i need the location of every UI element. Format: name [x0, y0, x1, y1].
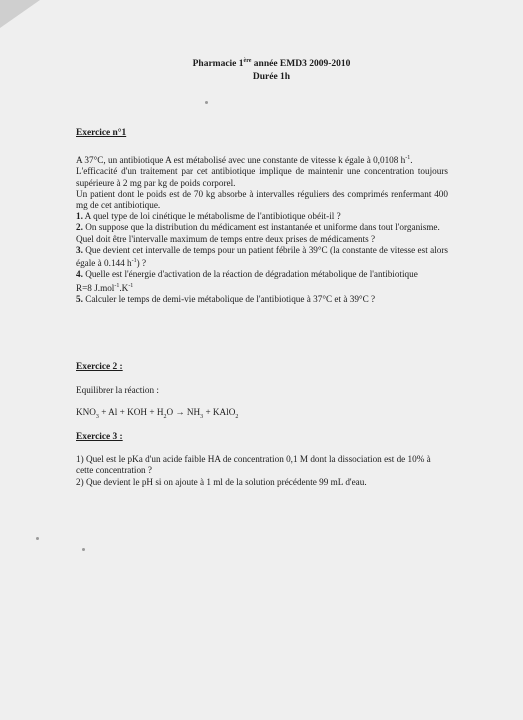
exercise-1-title: Exercice n°1 [76, 128, 127, 138]
exam-duration: Durée 1h [252, 72, 291, 83]
question-1-4: 4. Quelle est l'énergie d'activation de la réaction de dégradation métabolique de l'antibiotique [76, 269, 418, 280]
folded-corner [0, 0, 40, 28]
question-3-2: 2) Que devient le pH si on ajoute à 1 ml de la solution précédente 99 mL d'eau. [76, 476, 367, 487]
exercise-2 [76, 362, 448, 423]
gas-constant: R=8 $J.mol^{-1}.K^{-1}$ [76, 282, 134, 293]
question-1-2b: Quel doit être l'intervalle maximum de temps entre deux prises de médicaments ? [76, 233, 376, 244]
exercise-2-title: Exercice 2 : [76, 362, 123, 372]
question-1-5: 5. Calculer le temps de demi-vie métabolique de l'antibiotique à 37°C et à 39°C ? [76, 293, 376, 304]
exercise-1-efficacy: L'efficacité d'un traitement par cet antibiotique implique de maintenir une concentration toujours supérieure à 2 mg par kg de poids corporel. [76, 166, 448, 188]
paper-speck [36, 537, 39, 540]
exercise-1-statement: A 37°C, un antibiotique A est métabolisé avec une constante de vitesse k égale à 0,0108 $h^{-1}$. [76, 155, 413, 166]
exercise-2-equation: $KNO_3 + Al$ + KOH + $H_2O \to NH_3$ + KAlO$_2$ [76, 407, 239, 421]
exercise-3 [76, 432, 448, 488]
exercise-1-patient: Un patient dont le poids est de 70 kg absorbe à intervalles réguliers des comprimés renfermant 400 mg de cet antibiotique. [76, 188, 448, 211]
paper-speck [205, 101, 208, 104]
exercise-3-title: Exercice 3 : [76, 432, 123, 442]
exam-header [0, 55, 523, 84]
paper-speck [82, 548, 85, 551]
exercise-2-intro: Equilibrer la réaction : [76, 385, 159, 396]
exam-title: Pharmacie 1ère année EMD3 2009-2010 [192, 58, 351, 70]
question-1-3: 3. Que devient cet intervalle de temps pour un patient fébrile à 39°C (la constante de vitesse est alors égale à 0.144 $h^{-1}$) ? [76, 244, 448, 269]
question-3-1: 1) Quel est le pKa d'un acide faible HA de concentration 0,1 M dont la dissociation est de 10% à cette concentration ? [76, 454, 431, 476]
question-1-1: 1. A quel type de loi cinétique le métabolisme de l'antibiotique obéit-il ? [76, 211, 341, 222]
question-1-2: 2. On suppose que la distribution du médicament est instantanée et uniforme dans tout l'organisme. [76, 222, 440, 233]
exercise-1 [76, 128, 448, 305]
